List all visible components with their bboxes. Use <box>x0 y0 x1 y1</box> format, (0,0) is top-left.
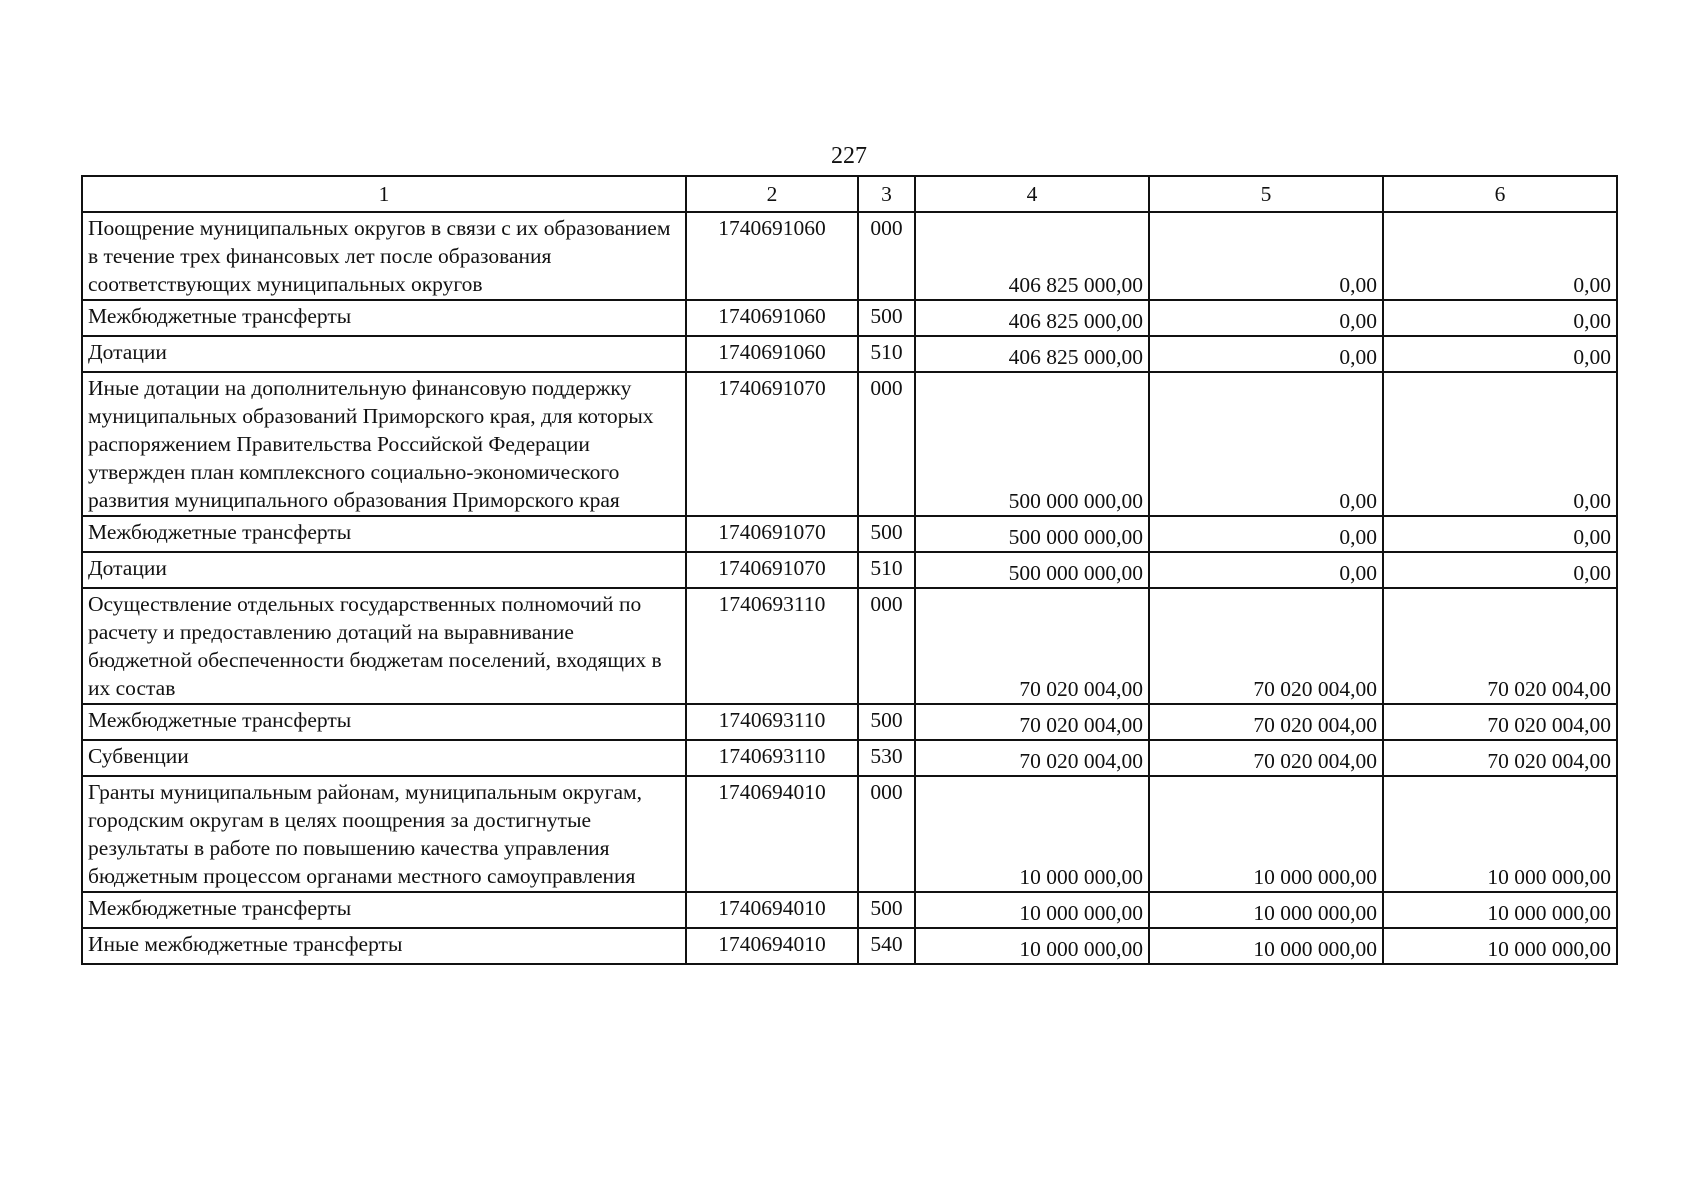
row-name-cell: Межбюджетные трансферты <box>82 892 686 928</box>
row-code-cell: 1740691060 <box>686 212 858 300</box>
row-value-col4: 70 020 004,00 <box>915 704 1149 740</box>
table-body <box>82 176 1617 964</box>
row-value-col5: 10 000 000,00 <box>1149 928 1383 964</box>
row-type-cell: 500 <box>858 300 915 336</box>
header-cell-6: 6 <box>1383 176 1617 212</box>
table-row <box>82 516 1617 552</box>
header-cell-5: 5 <box>1149 176 1383 212</box>
row-value-col4: 70 020 004,00 <box>915 740 1149 776</box>
header-cell-2: 2 <box>686 176 858 212</box>
row-type-cell: 540 <box>858 928 915 964</box>
row-value-col6: 0,00 <box>1383 372 1617 516</box>
row-value-col5: 0,00 <box>1149 300 1383 336</box>
row-name-cell: Межбюджетные трансферты <box>82 516 686 552</box>
header-cell-1: 1 <box>82 176 686 212</box>
table-row <box>82 928 1617 964</box>
row-type-cell: 530 <box>858 740 915 776</box>
row-value-col4: 10 000 000,00 <box>915 776 1149 892</box>
row-value-col6: 70 020 004,00 <box>1383 704 1617 740</box>
table-row <box>82 740 1617 776</box>
row-code-cell: 1740693110 <box>686 740 858 776</box>
row-value-col5: 10 000 000,00 <box>1149 892 1383 928</box>
row-name-cell: Субвенции <box>82 740 686 776</box>
row-value-col6: 70 020 004,00 <box>1383 740 1617 776</box>
row-code-cell: 1740693110 <box>686 588 858 704</box>
row-value-col5: 70 020 004,00 <box>1149 740 1383 776</box>
row-value-col4: 406 825 000,00 <box>915 300 1149 336</box>
row-type-cell: 510 <box>858 552 915 588</box>
row-type-cell: 500 <box>858 516 915 552</box>
row-value-col4: 500 000 000,00 <box>915 372 1149 516</box>
table-row <box>82 372 1617 516</box>
row-value-col6: 10 000 000,00 <box>1383 892 1617 928</box>
row-value-col6: 0,00 <box>1383 300 1617 336</box>
row-name-cell: Осуществление отдельных государственных полномочий по расчету и предоставлению дотаций на выравнивание бюджетной обеспеченности бюджетам поселений, входящих в их состав <box>82 588 686 704</box>
row-code-cell: 1740693110 <box>686 704 858 740</box>
row-name-cell: Иные межбюджетные трансферты <box>82 928 686 964</box>
row-value-col5: 0,00 <box>1149 372 1383 516</box>
row-code-cell: 1740694010 <box>686 928 858 964</box>
row-value-col4: 10 000 000,00 <box>915 928 1149 964</box>
row-name-cell: Поощрение муниципальных округов в связи с их образованием в течение трех финансовых лет после образования соответствующих муниципальных округов <box>82 212 686 300</box>
table-row <box>82 300 1617 336</box>
row-value-col6: 0,00 <box>1383 552 1617 588</box>
row-name-cell: Межбюджетные трансферты <box>82 300 686 336</box>
row-name-cell: Межбюджетные трансферты <box>82 704 686 740</box>
row-value-col5: 10 000 000,00 <box>1149 776 1383 892</box>
row-type-cell: 500 <box>858 704 915 740</box>
row-value-col5: 70 020 004,00 <box>1149 704 1383 740</box>
row-name-cell: Гранты муниципальным районам, муниципальным округам, городским округам в целях поощрения за достигнутые результаты в работе по повышению качества управления бюджетным процессом органами местного самоуправления <box>82 776 686 892</box>
row-code-cell: 1740691070 <box>686 552 858 588</box>
header-cell-3: 3 <box>858 176 915 212</box>
row-name-cell: Дотации <box>82 336 686 372</box>
row-code-cell: 1740691070 <box>686 516 858 552</box>
row-code-cell: 1740694010 <box>686 892 858 928</box>
row-value-col5: 70 020 004,00 <box>1149 588 1383 704</box>
row-value-col4: 500 000 000,00 <box>915 552 1149 588</box>
page-number: 227 <box>831 143 867 169</box>
row-type-cell: 000 <box>858 212 915 300</box>
row-value-col4: 406 825 000,00 <box>915 336 1149 372</box>
row-value-col4: 10 000 000,00 <box>915 892 1149 928</box>
row-name-cell: Дотации <box>82 552 686 588</box>
row-value-col6: 10 000 000,00 <box>1383 928 1617 964</box>
row-value-col5: 0,00 <box>1149 516 1383 552</box>
row-value-col6: 10 000 000,00 <box>1383 776 1617 892</box>
row-type-cell: 510 <box>858 336 915 372</box>
row-code-cell: 1740691060 <box>686 300 858 336</box>
row-value-col4: 500 000 000,00 <box>915 516 1149 552</box>
row-value-col6: 70 020 004,00 <box>1383 588 1617 704</box>
table-row <box>82 776 1617 892</box>
budget-table <box>81 175 1618 965</box>
row-type-cell: 000 <box>858 776 915 892</box>
row-value-col4: 70 020 004,00 <box>915 588 1149 704</box>
row-code-cell: 1740694010 <box>686 776 858 892</box>
row-name-cell: Иные дотации на дополнительную финансовую поддержку муниципальных образований Приморского края, для которых распоряжением Правительства Российской Федерации утвержден план комплексного социально-экономического развития муниципального образования Приморского края <box>82 372 686 516</box>
row-value-col5: 0,00 <box>1149 336 1383 372</box>
table-row <box>82 336 1617 372</box>
row-value-col6: 0,00 <box>1383 516 1617 552</box>
table-row <box>82 212 1617 300</box>
row-value-col6: 0,00 <box>1383 212 1617 300</box>
row-code-cell: 1740691060 <box>686 336 858 372</box>
table-row <box>82 704 1617 740</box>
table-row <box>82 552 1617 588</box>
table-header-row <box>82 176 1617 212</box>
table-row <box>82 588 1617 704</box>
row-value-col4: 406 825 000,00 <box>915 212 1149 300</box>
row-value-col5: 0,00 <box>1149 552 1383 588</box>
row-type-cell: 500 <box>858 892 915 928</box>
row-code-cell: 1740691070 <box>686 372 858 516</box>
header-cell-4: 4 <box>915 176 1149 212</box>
row-type-cell: 000 <box>858 372 915 516</box>
row-value-col6: 0,00 <box>1383 336 1617 372</box>
table-row <box>82 892 1617 928</box>
row-type-cell: 000 <box>858 588 915 704</box>
row-value-col5: 0,00 <box>1149 212 1383 300</box>
